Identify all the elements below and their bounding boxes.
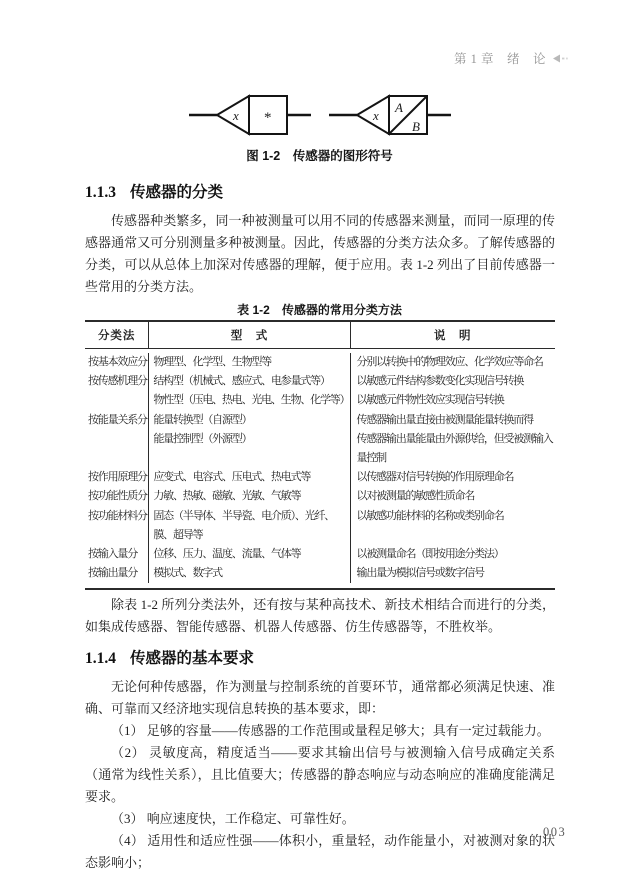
table-cell (85, 430, 149, 449)
requirements-intro: 无论何种传感器，作为测量与控制系统的首要环节，通常都必须满足快速、准确、可靠而又经济地实现信息转换的基本要求，即： (85, 679, 555, 716)
table-cell: 传感器输出量能量由外源供给，但受被测输入 (356, 432, 553, 445)
symbol1-input-label: x (233, 108, 239, 123)
symbol1-box-label: * (264, 110, 272, 126)
table-row (85, 545, 555, 564)
table-cell (351, 526, 555, 545)
table-cell: 以被测量命名（即按用途分类法） (356, 548, 504, 561)
symbol2-upper-label: A (395, 100, 403, 115)
table-row (85, 411, 555, 430)
table-row (85, 372, 555, 391)
table-cell: 结构型（机械式、感应式、电参量式等） (149, 372, 350, 391)
left-triangle-dots-icon (553, 54, 569, 63)
table-row (85, 487, 555, 506)
paragraph-after-table (85, 594, 555, 638)
table-cell: 力敏、热敏、磁敏、光敏、气敏等 (149, 487, 350, 506)
table-cell: 分别以转换中的物理效应、化学效应等命名 (356, 356, 543, 368)
table-row (85, 468, 555, 487)
table-cell: 按传感机理分 (85, 372, 149, 391)
table-cell: 位移、压力、温度、流量、气体等 (149, 545, 350, 564)
table-cell: 按基本效应分 (85, 353, 149, 372)
table-cell: 以对被测量的敏感性质命名 (356, 490, 475, 503)
sensor-symbol-1 (189, 96, 311, 134)
section-number: 1.1.3 (85, 184, 116, 201)
table-row (85, 430, 555, 449)
section-heading-1-1-4 (85, 646, 254, 668)
table-cell: 传感器输出量直接由被测量能量转换而得 (356, 413, 533, 426)
section-title: 传感器的分类 (130, 184, 224, 201)
table-cell: 膜、超导等 (149, 526, 350, 545)
table-row (85, 507, 555, 526)
running-head (454, 49, 569, 67)
table-cell: 物性型（压电、热电、光电、生物、化学等） (149, 391, 350, 410)
table-cell: 以敏感功能材料的名称或类别命名 (356, 509, 504, 522)
requirement-item: （1） 足够的容量——传感器的工作范围或量程足够大；具有一定过载能力。 (111, 723, 550, 738)
section-title: 传感器的基本要求 (130, 650, 255, 667)
table-row (85, 564, 555, 583)
table-cell: 模拟式、数字式 (149, 564, 350, 583)
table-cell: 按能量关系分 (85, 411, 149, 430)
table-cell (85, 449, 149, 468)
page-number: 003 (543, 825, 567, 839)
table-cell: 以敏感元件结构参数变化实现信号转换 (356, 375, 524, 388)
running-head-text: 第 1 章 绪 论 (453, 52, 546, 66)
table-cell: 按功能性质分 (85, 487, 149, 506)
table-cell: 按输入量分 (85, 545, 149, 564)
requirement-item: （4） 适用性和适应性强——体积小，重量轻，动作能量小，对被测对象的状态影响小； (85, 833, 555, 870)
figure-sensor-symbols (0, 88, 639, 147)
table-header-cell: 型 式 (149, 322, 350, 348)
table-row (85, 391, 555, 410)
figure-caption: 图 1-2 传感器的图形符号 (246, 149, 393, 163)
table-cell: 能量转换型（自源型） (149, 411, 350, 430)
table-cell: 输出量为模拟信号或数字信号 (356, 567, 484, 580)
sensor-symbol-2 (329, 96, 451, 134)
table-cell: 固态（半导体、半导瓷、电介质）、光纤、 (149, 507, 350, 526)
table-cell: 量控制 (356, 452, 386, 465)
table-body (85, 349, 555, 588)
table-cell (85, 391, 149, 410)
table-header-cell: 说 明 (434, 330, 472, 342)
table-title: 表 1-2 传感器的常用分类方法 (237, 303, 402, 317)
classification-table (85, 320, 555, 590)
table-row (85, 449, 555, 468)
table-row (85, 353, 555, 372)
paragraph-requirements (85, 676, 555, 874)
section-heading-1-1-3 (85, 180, 223, 202)
table-cell: 能量控制型（外源型） (149, 430, 350, 449)
requirement-item: （2） 灵敏度高，精度适当——要求其输出信号与被测输入信号成确定关系（通常为线性关系），且比值要大；传感器的静态响应与动态响应的准确度能满足要求。 (85, 745, 555, 804)
table-cell: 应变式、电容式、压电式、热电式等 (149, 468, 350, 487)
requirement-item: （3） 响应速度快，工作稳定、可靠性好。 (111, 811, 355, 826)
sensor-symbols-drawing (187, 88, 452, 142)
table-cell: 物理型、化学型、生物型等 (149, 353, 350, 372)
table-cell: 以敏感元件物性效应实现信号转换 (356, 394, 504, 407)
paragraph-text: 除表 1-2 所列分类法外，还有按与某种高技术、新技术相结合而进行的分类，如集成传感器、智能传感器、机器人传感器、仿生传感器等，不胜枚举。 (85, 597, 555, 634)
table-cell: 以传感器对信号转换的作用原理命名 (356, 471, 514, 484)
table-header-cell: 分类法 (85, 322, 149, 348)
paragraph-text: 传感器种类繁多，同一种被测量可以用不同的传感器来测量，而同一原理的传感器通常又可分别测量多种被测量。因此，传感器的分类方法众多。了解传感器的分类，可以从总体上加深对传感器的理解，便于应用。表 1-2 列出了目前传感器一些常用的分类方法。 (85, 213, 555, 294)
paragraph-classification (85, 210, 555, 298)
section-number: 1.1.4 (85, 650, 116, 667)
table-cell: 按功能材料分 (85, 507, 149, 526)
table-cell: 按输出量分 (85, 564, 149, 583)
table-header-row (85, 322, 555, 349)
symbol2-input-label: x (373, 108, 379, 123)
table-cell (85, 526, 149, 545)
symbol2-lower-label: B (412, 119, 420, 134)
table-row (85, 526, 555, 545)
table-cell (149, 449, 350, 468)
table-cell: 按作用原理分 (85, 468, 149, 487)
